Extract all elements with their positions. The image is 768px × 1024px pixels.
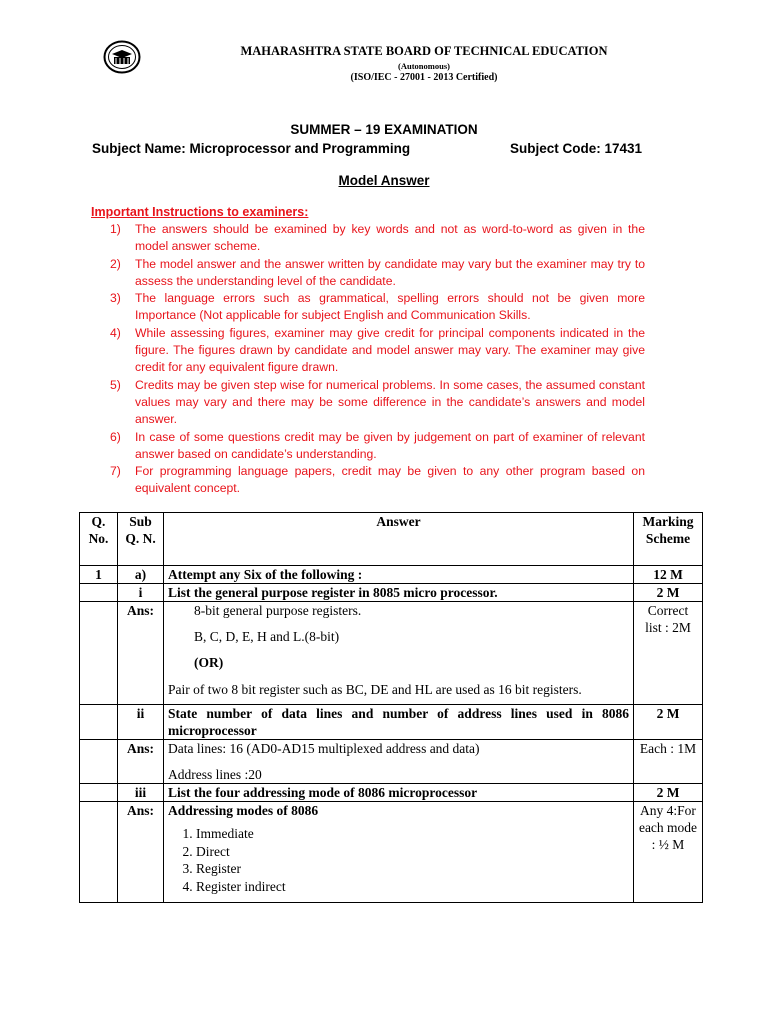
instruction-item: 2) The model answer and the answer written by candidate may vary but the examiner may try to assess the understanding level of the candidate. [110,256,645,288]
instructions-list [110,221,645,498]
list-item: 4. Register indirect [196,878,629,896]
header-subq: Sub Q. N. [118,513,164,566]
instructions-title: Important Instructions to examiners: [91,205,309,219]
table-row: Ans: Addressing modes of 8086 1. Immediate 2. Direct 3. Register 4. Register indirect Any 4:For each mode : ½ M [80,802,703,903]
header-answer: Answer [164,513,634,566]
table-row: iii List the four addressing mode of 8086 microprocessor 2 M [80,784,703,802]
subject-code: Subject Code: 17431 [510,141,643,156]
certification-label: (ISO/IEC - 27001 - 2013 Certified) [350,72,498,83]
instruction-item: 6) In case of some questions credit may be given by judgement on part of examiner of relevant answer based on candidate’s understanding. [110,429,645,461]
autonomous-label: (Autonomous) [398,61,450,71]
table-row: Ans: 8-bit general purpose registers. B, C, D, E, H and L.(8-bit) (OR) Pair of two 8 bit register such as BC, DE and HL are used as 16 bit registers. Correct list : 2M [80,602,703,705]
instruction-item: 3) The language errors such as grammatical, spelling errors should not be given more Importance (Not applicable for subject English and Communication Skills. [110,291,645,323]
instruction-item: 1) The answers should be examined by key words and not as word-to-word as given in the model answer scheme. [110,222,645,254]
addressing-modes-list [168,825,629,895]
model-answer-heading: Model Answer [338,173,430,188]
table-row: Ans: Data lines: 16 (AD0-AD15 multiplexed address and data) Address lines :20 Each : 1M [80,740,703,784]
answer-table [79,512,703,903]
table-header-row [80,513,703,566]
list-item: 1. Immediate [196,825,629,843]
list-item: 2. Direct [196,843,629,861]
table-row: ii State number of data lines and number of address lines used in 8086 microprocessor 2 M [80,705,703,740]
header-marking: Marking Scheme [634,513,703,566]
header-qno: Q. No. [80,513,118,566]
table-row: i List the general purpose register in 8085 micro processor. 2 M [80,584,703,602]
instruction-item: 4) While assessing figures, examiner may give credit for principal components indicated in the figure. The figures drawn by candidate and model answer may vary. The examiner may give credit for any equivalent figure drawn. [110,325,645,375]
subject-name: Subject Name: Microprocessor and Programming [92,141,411,156]
list-item: 3. Register [196,860,629,878]
exam-title: SUMMER – 19 EXAMINATION [290,122,478,137]
board-name: MAHARASHTRA STATE BOARD OF TECHNICAL EDUCATION [240,44,608,58]
table-row: 1 a) Attempt any Six of the following : 12 M [80,566,703,584]
instruction-item: 5) Credits may be given step wise for numerical problems. In some cases, the assumed constant values may vary and there may be some difference in the candidate’s answers and model answer. [110,377,645,427]
instruction-item: 7) For programming language papers, credit may be given to any other program based on equivalent concept. [110,464,645,496]
